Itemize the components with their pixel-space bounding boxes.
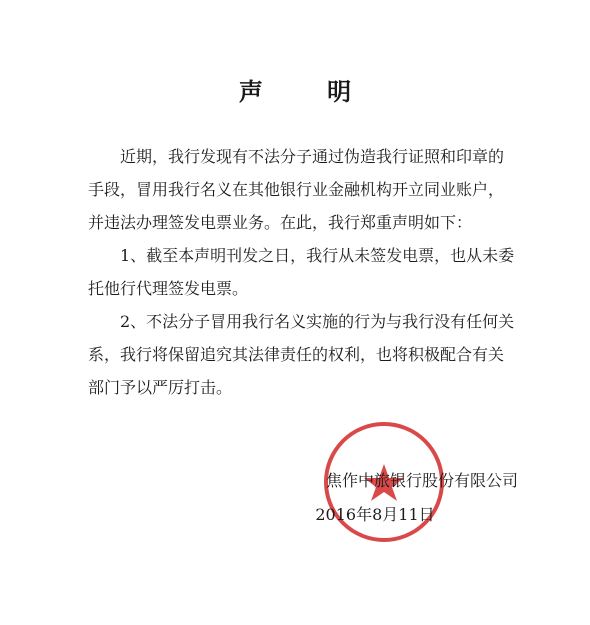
- issuer-signature: 焦作中旅银行股份有限公司: [325, 471, 518, 490]
- paragraph-point-1: 1、截至本声明刊发之日，我行从未签发电票，也从未委托他行代理签发电票。: [88, 246, 515, 298]
- statement-body: [88, 140, 518, 404]
- paragraph-intro: 近期，我行发现有不法分子通过伪造我行证照和印章的手段，冒用我行名义在其他银行业金融机构开立同业账户，并违法办理签发电票业务。在此，我行郑重声明如下：: [88, 147, 505, 232]
- paragraph-point-2: 2、不法分子冒用我行名义实施的行为与我行没有任何关系，我行将保留追究其法律责任的权利，也将积极配合有关部门予以严厉打击。: [88, 312, 515, 397]
- document-title: 声 明: [238, 77, 380, 106]
- issue-date: 2016年8月11日: [315, 505, 435, 524]
